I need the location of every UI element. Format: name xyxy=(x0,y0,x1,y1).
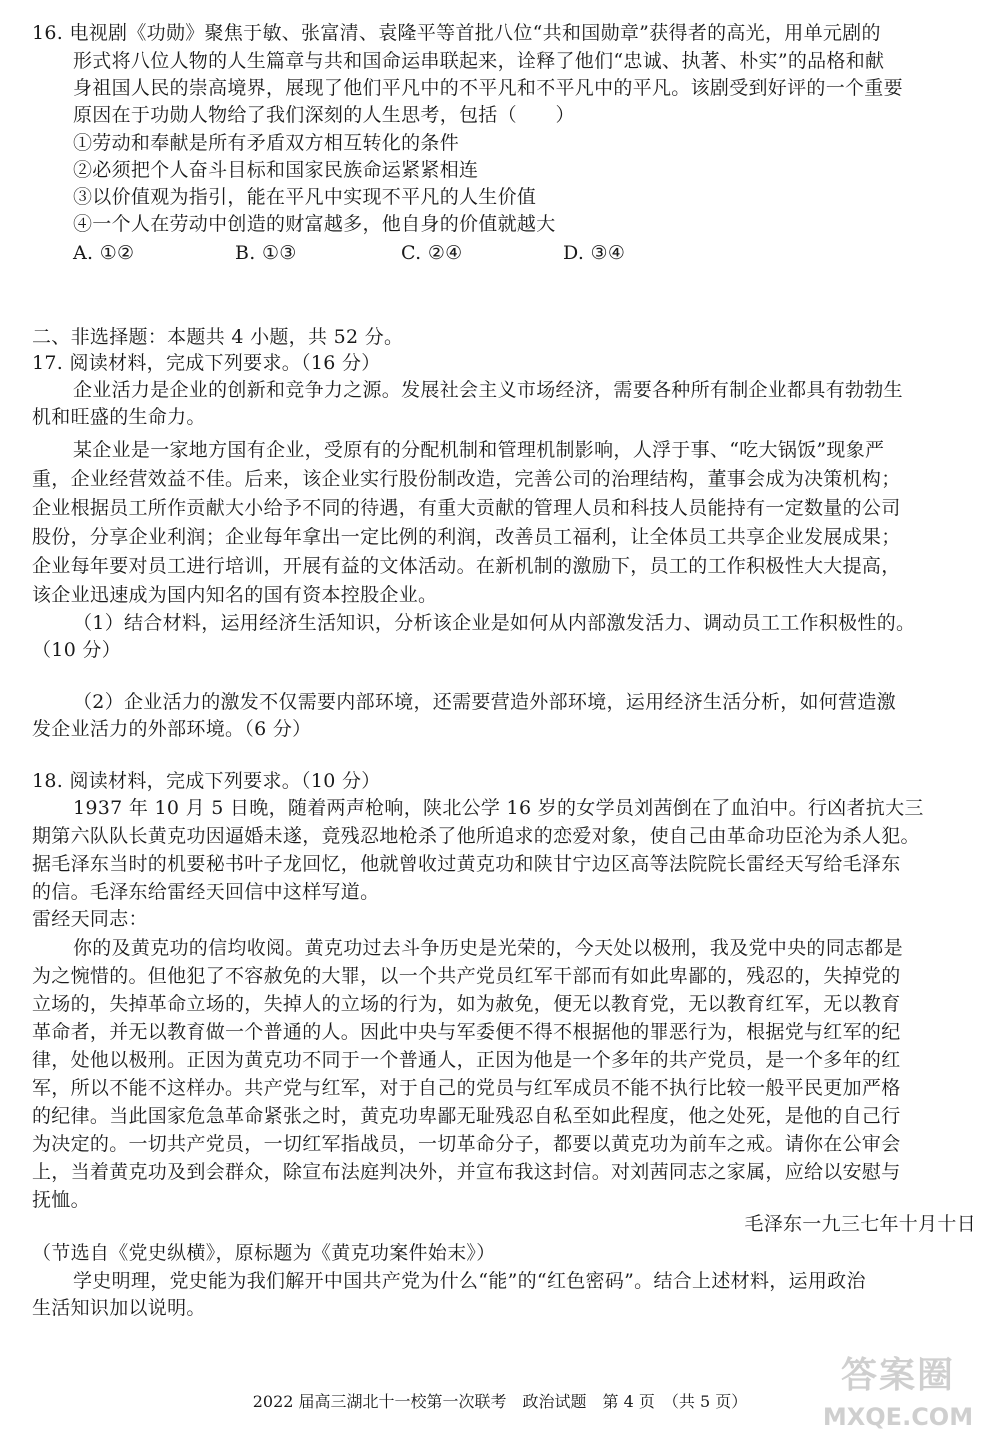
q18-material-line: 期第六队队长黄克功因逼婚未遂，竟残忍地枪杀了他所追求的恋爱对象，使自己由革命功臣沦为杀人犯。 xyxy=(32,825,920,847)
q17-title: 17. 阅读材料，完成下列要求。（16 分） xyxy=(32,352,381,374)
letter-body-line: 立场的，失掉革命立场的，失掉人的立场的行为，如为赦免，便无以教育党，无以教育红军，无以教育 xyxy=(32,993,901,1015)
watermark-bottom-text: MXQE.COM xyxy=(822,1403,974,1431)
q16-statement: ③以价值观为指引，能在平凡中实现不平凡的人生价值 xyxy=(73,186,537,208)
option-a: A. ①② xyxy=(73,242,135,264)
letter-signature: 毛泽东一九三七年十月十日 xyxy=(744,1213,976,1235)
section-header: 二、非选择题：本题共 4 小题，共 52 分。 xyxy=(32,326,404,348)
letter-body-line: 的纪律。当此国家危急革命紧张之时，黄克功卑鄙无耻残忍自私至如此程度，他之处死，是他的自己行 xyxy=(32,1105,901,1127)
option-c: C. ②④ xyxy=(401,242,463,264)
q17-material-line: 某企业是一家地方国有企业，受原有的分配机制和管理机制影响，人浮于事、“吃大锅饭”现象严 xyxy=(73,439,885,461)
q18-prompt: 生活知识加以说明。 xyxy=(32,1297,206,1319)
q16-options xyxy=(73,240,1000,266)
q18-material-line: 据毛泽东当时的机要秘书叶子龙回忆，他就曾收过黄克功和陕甘宁边区高等法院院长雷经天写给毛泽东 xyxy=(32,853,901,875)
watermark-top-text: 答案圈 xyxy=(840,1355,955,1396)
page-footer: 2022 届高三湖北十一校第一次联考 政治试题 第 4 页 （共 5 页） xyxy=(252,1392,748,1411)
letter-salutation: 雷经天同志： xyxy=(32,908,148,930)
letter-body-line: 军，所以不能不这样办。共产党与红军，对于自己的党员与红军成员不能不执行比较一般平民更加严格 xyxy=(32,1077,901,1099)
q18-title: 18. 阅读材料，完成下列要求。（10 分） xyxy=(32,770,381,792)
q17-material-line: 企业活力是企业的创新和竞争力之源。发展社会主义市场经济，需要各种所有制企业都具有勃勃生 xyxy=(73,379,903,401)
option-b: B. ①③ xyxy=(235,242,297,264)
option-d: D. ③④ xyxy=(563,242,626,264)
q17-material-line: 机和旺盛的生命力。 xyxy=(32,406,206,428)
q17-material-line: 企业根据员工所作贡献大小给予不同的待遇，有重大贡献的管理人员和科技人员能持有一定数量的公司 xyxy=(32,497,901,519)
letter-body-line: 为决定的。一切共产党员，一切红军指战员，一切革命分子，都要以黄克功为前车之戒。请你在公审会 xyxy=(32,1133,901,1155)
letter-body-line: 为之惋惜的。但他犯了不容赦免的大罪，以一个共产党员红军干部而有如此卑鄙的，残忍的，失掉党的 xyxy=(32,965,901,987)
q16-statement: ①劳动和奉献是所有矛盾双方相互转化的条件 xyxy=(73,132,460,154)
q16-stem-line: 形式将八位人物的人生篇章与共和国命运串联起来，诠释了他们“忠诚、执著、朴实”的品格和献 xyxy=(73,50,885,72)
q18-material-line: 1937 年 10 月 5 日晚，随着两声枪响，陕北公学 16 岁的女学员刘茜倒在了血泊中。行凶者抗大三 xyxy=(73,797,924,819)
watermark-logo xyxy=(818,1352,978,1434)
letter-body-line: 革命者，并无以教育做一个普通的人。因此中央与军委便不得不根据他的罪恶行为，根据党与红军的纪 xyxy=(32,1021,901,1043)
q17-material-line: 该企业迅速成为国内知名的国有资本控股企业。 xyxy=(32,584,438,606)
letter-body-line: 抚恤。 xyxy=(32,1189,90,1211)
source-note: （节选自《党史纵横》，原标题为《黄克功案件始末》） xyxy=(32,1242,496,1264)
letter-body-line: 你的及黄克功的信均收阅。黄克功过去斗争历史是光荣的，今天处以极刑，我及党中央的同志都是 xyxy=(73,937,903,959)
q18-prompt: 学史明理，党史能为我们解开中国共产党为什么“能”的“红色密码”。结合上述材料，运用政治 xyxy=(73,1270,866,1292)
q17-subquestion-2: 发企业活力的外部环境。（6 分） xyxy=(32,718,312,740)
q17-subquestion-1-score: （10 分） xyxy=(32,639,122,661)
q18-material-line: 的信。毛泽东给雷经天回信中这样写道。 xyxy=(32,881,380,903)
q16-stem-line: 原因在于功勋人物给了我们深刻的人生思考，包括（ ） xyxy=(73,104,575,126)
q17-material-line: 股份，分享企业利润；企业每年拿出一定比例的利润，改善员工福利，让全体员工共享企业发展成果； xyxy=(32,526,901,548)
q16-statement: ②必须把个人奋斗目标和国家民族命运紧紧相连 xyxy=(73,159,479,181)
q17-subquestion-1: （1）结合材料，运用经济生活知识，分析该企业是如何从内部激发活力、调动员工工作积极性的。 xyxy=(73,612,916,634)
letter-body-line: 上，当着黄克功及到会群众，除宣布法庭判决外，并宣布我这封信。对刘茜同志之家属，应给以安慰与 xyxy=(32,1161,901,1183)
q16-stem-line: 身祖国人民的崇高境界，展现了他们平凡中的不平凡和不平凡中的平凡。该剧受到好评的一个重要 xyxy=(73,77,903,99)
q16-stem-line: 16. 电视剧《功勋》聚焦于敏、张富清、袁隆平等首批八位“共和国勋章”获得者的高光，用单元剧的 xyxy=(32,22,881,44)
q17-subquestion-2: （2）企业活力的激发不仅需要内部环境，还需要营造外部环境，运用经济生活分析，如何营造激 xyxy=(73,691,896,713)
q17-material-line: 重，企业经营效益不佳。后来，该企业实行股份制改造，完善公司的治理结构，董事会成为决策机构； xyxy=(32,468,901,490)
letter-body-line: 律，处他以极刑。正因为黄克功不同于一个普通人，正因为他是一个多年的共产党员，是一个多年的红 xyxy=(32,1049,901,1071)
q16-statement: ④一个人在劳动中创造的财富越多，他自身的价值就越大 xyxy=(73,213,556,235)
q17-material-line: 企业每年要对员工进行培训，开展有益的文体活动。在新机制的激励下，员工的工作积极性大大提高， xyxy=(32,555,901,577)
